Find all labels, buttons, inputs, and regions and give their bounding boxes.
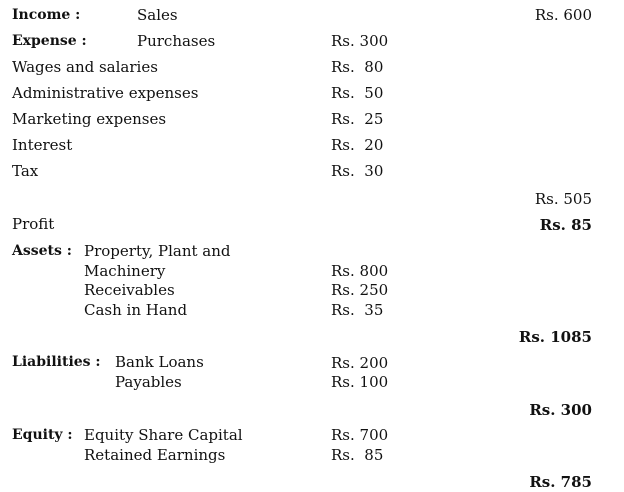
equity-item-amount: Rs. 700 [331, 426, 389, 444]
expense-item-amount: Rs. 80 [331, 58, 384, 76]
expense-item-name: Interest [12, 136, 73, 154]
expense-item-name: Administrative expenses [12, 84, 199, 102]
expense-item-name: Tax [12, 162, 39, 180]
expense-item-amount: Rs. 300 [331, 32, 389, 50]
expense-item-name: Purchases [137, 32, 216, 50]
asset-item-amount: Rs. 35 [331, 301, 384, 319]
expense-item-amount: Rs. 20 [331, 136, 384, 154]
expense-label: Expense : [12, 33, 87, 49]
asset-item-name: Machinery [84, 262, 166, 280]
expense-item-amount: Rs. 30 [331, 162, 384, 180]
asset-item-name: Receivables [84, 281, 175, 299]
income-item-sales: Sales [137, 6, 178, 24]
liability-item-name: Bank Loans [115, 353, 204, 371]
asset-item-amount: Rs. 800 [331, 262, 389, 280]
expense-item-name: Marketing expenses [12, 110, 167, 128]
liabilities-total: Rs. 300 [529, 401, 592, 419]
liability-item-amount: Rs. 100 [331, 373, 389, 391]
expense-total: Rs. 505 [534, 190, 592, 208]
liability-item-amount: Rs. 200 [331, 354, 389, 372]
income-label: Income : [12, 7, 81, 23]
profit-label: Profit [12, 215, 55, 233]
income-total: Rs. 600 [534, 6, 592, 24]
asset-item-name: Cash in Hand [84, 301, 188, 319]
profit-total: Rs. 85 [539, 216, 592, 234]
equity-item-name: Retained Earnings [84, 446, 226, 464]
assets-total: Rs. 1085 [518, 328, 592, 346]
assets-label: Assets : [12, 243, 72, 259]
expense-item-amount: Rs. 50 [331, 84, 384, 102]
equity-item-name: Equity Share Capital [84, 426, 243, 444]
asset-item-amount: Rs. 250 [331, 281, 389, 299]
liability-item-name: Payables [115, 373, 182, 391]
expense-item-amount: Rs. 25 [331, 110, 384, 128]
expense-item-name: Wages and salaries [12, 58, 158, 76]
equity-total: Rs. 785 [529, 473, 592, 491]
equity-label: Equity : [12, 427, 73, 443]
asset-item-name: Property, Plant and [84, 242, 231, 260]
liabilities-label: Liabilities : [12, 354, 101, 370]
equity-item-amount: Rs. 85 [331, 446, 384, 464]
